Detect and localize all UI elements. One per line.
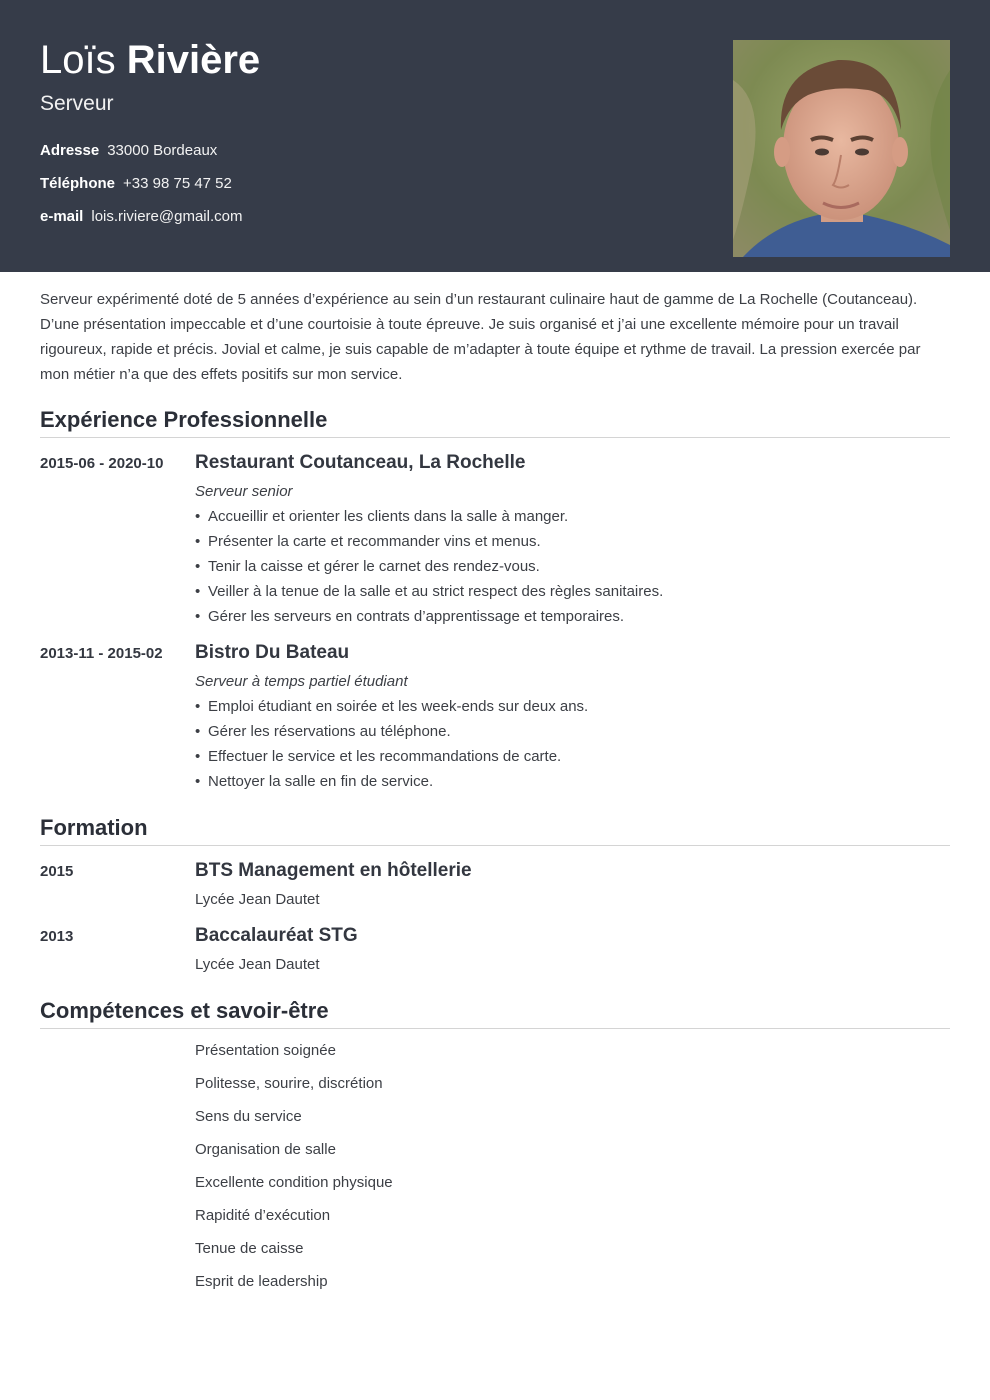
experience-bullet-list: [195, 507, 663, 632]
experience-dates: 2013-11 - 2015-02: [40, 645, 163, 662]
list-item: • Gérer les réservations au téléphone.: [195, 723, 451, 740]
skill-item: Excellente condition physique: [195, 1174, 393, 1191]
last-name: Rivière: [126, 38, 261, 82]
experience-role: Serveur senior: [195, 483, 293, 500]
skill-item: Organisation de salle: [195, 1141, 336, 1158]
profile-photo: [733, 40, 950, 257]
education-year: 2013: [40, 928, 74, 945]
contact-label: Téléphone: [40, 175, 116, 192]
bullet-icon: •: [195, 558, 201, 575]
experience-employer: Bistro Du Bateau: [195, 642, 350, 663]
contact-value: +33 98 75 47 52: [123, 175, 232, 192]
skill-item: Présentation soignée: [195, 1042, 336, 1059]
contact-value: 33000 Bordeaux: [107, 142, 218, 159]
section-title-education: Formation: [40, 814, 950, 846]
first-name: Loïs: [40, 38, 116, 82]
education-school: Lycée Jean Dautet: [195, 891, 320, 908]
section-title-experience: Expérience Professionnelle: [40, 406, 950, 438]
list-item: • Tenir la caisse et gérer le carnet des rendez-vous.: [195, 558, 540, 575]
bullet-icon: •: [195, 533, 201, 550]
experience-role: Serveur à temps partiel étudiant: [195, 673, 408, 690]
resume-header: [0, 0, 990, 272]
skill-item: Tenue de caisse: [195, 1240, 304, 1257]
list-item: • Veiller à la tenue de la salle et au strict respect des règles sanitaires.: [195, 583, 664, 600]
list-item: • Effectuer le service et les recommandations de carte.: [195, 748, 562, 765]
bullet-icon: •: [195, 608, 201, 625]
section-title-skills: Compétences et savoir-être: [40, 997, 950, 1029]
contact-address: [40, 141, 217, 161]
contact-phone: [40, 174, 232, 194]
contact-label: Adresse: [40, 142, 100, 159]
list-item: • Accueillir et orienter les clients dans la salle à manger.: [195, 508, 569, 525]
contact-label: e-mail: [40, 208, 84, 225]
contact-email: [40, 207, 242, 227]
education-degree: Baccalauréat STG: [195, 925, 358, 946]
bullet-icon: •: [195, 583, 201, 600]
job-title: Serveur: [40, 92, 114, 115]
bullet-icon: •: [195, 723, 201, 740]
bullet-icon: •: [195, 773, 201, 790]
candidate-name: [40, 37, 260, 83]
skill-item: Esprit de leadership: [195, 1273, 328, 1290]
list-item: • Présenter la carte et recommander vins et menus.: [195, 533, 541, 550]
skill-item: Rapidité d’exécution: [195, 1207, 331, 1224]
list-item: • Nettoyer la salle en fin de service.: [195, 773, 434, 790]
bullet-icon: •: [195, 698, 201, 715]
skill-item: Sens du service: [195, 1108, 302, 1125]
experience-bullet-list: [195, 697, 588, 797]
contact-value: lois.riviere@gmail.com: [91, 208, 243, 225]
education-school: Lycée Jean Dautet: [195, 956, 320, 973]
profile-summary: Serveur expérimenté doté de 5 années d’expérience au sein d’un restaurant culinaire haut de gamme de La Rochelle (Coutanceau). D’une présentation impeccable et d’une courtoisie à toute épreuve. Je suis organisé et j’ai une excellente mémoire pour un travail rigoureux, rapide et précis. Jovial et calme, je suis capable de m’adapter à toute équipe et rythme de travail. La pression exercée par mon métier n’a que des effets positifs sur mon service.: [40, 291, 921, 383]
list-item: • Emploi étudiant en soirée et les week-ends sur deux ans.: [195, 698, 589, 715]
experience-employer: Restaurant Coutanceau, La Rochelle: [195, 452, 526, 473]
experience-dates: 2015-06 - 2020-10: [40, 455, 164, 472]
bullet-icon: •: [195, 508, 201, 525]
education-year: 2015: [40, 863, 74, 880]
bullet-icon: •: [195, 748, 201, 765]
skills-list: [195, 1041, 393, 1305]
list-item: • Gérer les serveurs en contrats d’apprentissage et temporaires.: [195, 608, 625, 625]
skill-item: Politesse, sourire, discrétion: [195, 1075, 383, 1092]
education-degree: BTS Management en hôtellerie: [195, 860, 472, 881]
